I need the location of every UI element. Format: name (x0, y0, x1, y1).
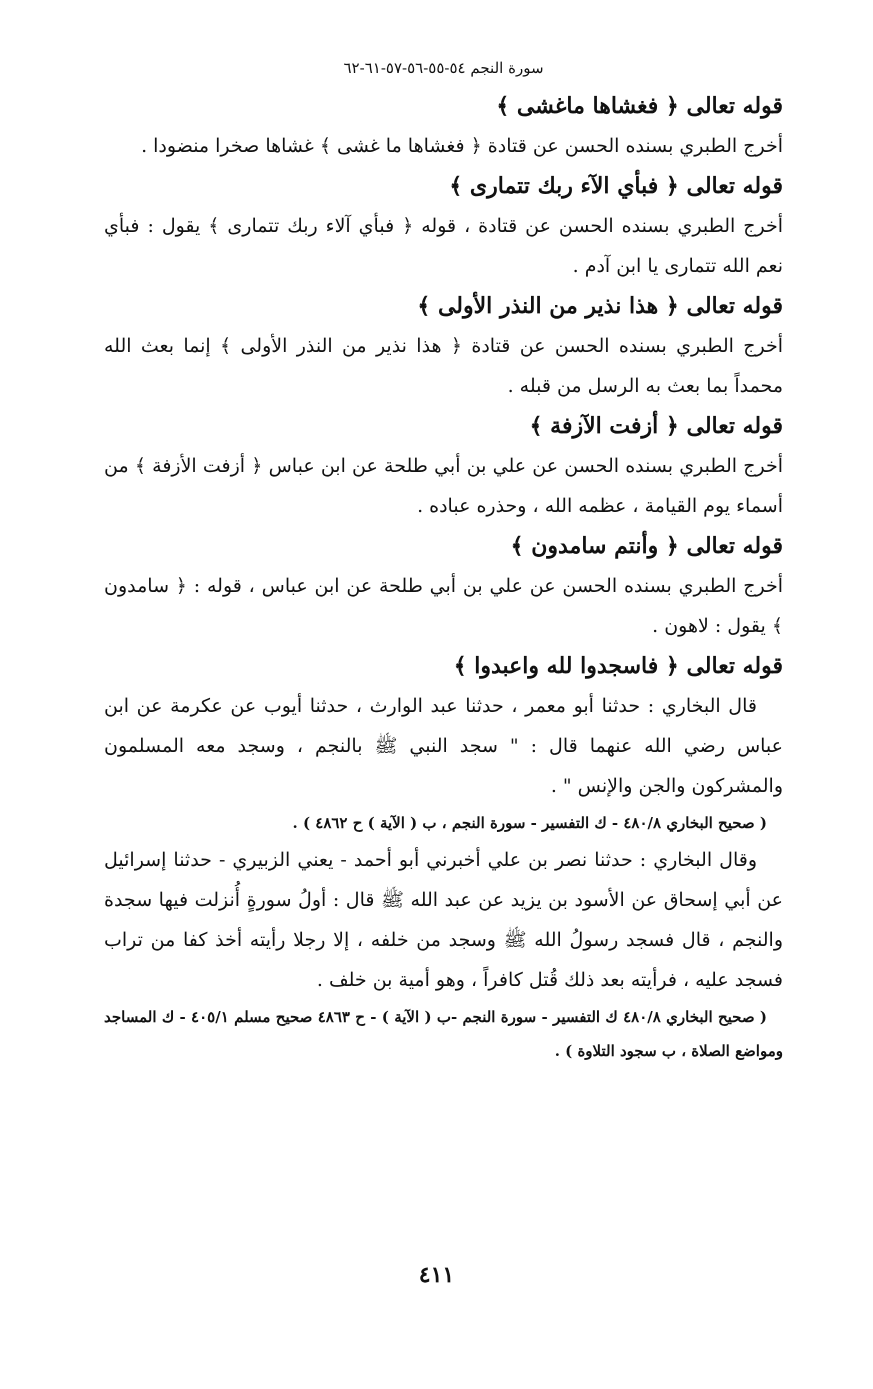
section-paragraph: أخرج الطبري بسنده الحسن عن قتادة ﴿ فغشاها ما غشى ﴾ غشاها صخرا منضودا . (141, 135, 783, 157)
section-heading: قوله تعالى ﴿ أزفت الآزفة ﴾ (529, 413, 783, 439)
source-reference: ( صحيح البخاري ٤٨٠/٨ - ك التفسير - سورة النجم ، ب ( الآية ) ح ٤٨٦٢ ) . (292, 814, 767, 832)
section-heading: قوله تعالى ﴿ فغشاها ماغشى ﴾ (496, 93, 783, 119)
source-reference: ( صحيح البخاري ٤٨٠/٨ ك التفسير - سورة النجم -ب ( الآية ) - ح ٤٨٦٣ صحيح مسلم ٤٠٥/١ - ك المساجد ومواضع الصلاة ، ب سجود التلاوة ) . (104, 1008, 783, 1060)
section-heading: قوله تعالى ﴿ هذا نذير من النذر الأولى ﴾ (417, 293, 783, 319)
section-fasjudu (104, 646, 783, 1068)
section-paragraph: أخرج الطبري بسنده الحسن عن علي بن أبي طلحة عن ابن عباس ﴿ أزفت الأزفة ﴾ من أسماء يوم القيامة ، عظمه الله ، وحذره عباده . (104, 455, 783, 517)
section-paragraph: أخرج الطبري بسنده الحسن عن قتادة ﴿ هذا نذير من النذر الأولى ﴾ إنما بعث الله محمداً بما بعث به الرسل من قبله . (104, 335, 783, 397)
section-paragraph: وقال البخاري : حدثنا نصر بن علي أخبرني أبو أحمد - يعني الزبيري - حدثنا إسرائيل عن أبي إسحاق عن الأسود بن يزيد عن عبد الله ﷺ قال : أولُ سورةٍ أُنزلت فيها سجدة والنجم ، قال فسجد رسولُ الله ﷺ وسجد من خلفه ، إلا رجلا رأيته أخذ كفا من تراب فسجد عليه ، فرأيته بعد ذلك قُتل كافراً ، وهو أمية بن خلف . (104, 849, 783, 991)
section-heading: قوله تعالى ﴿ وأنتم سامدون ﴾ (510, 533, 783, 559)
section-paragraph: أخرج الطبري بسنده الحسن عن علي بن أبي طلحة عن ابن عباس ، قوله : ﴿ سامدون ﴾ يقول : لاهون . (104, 575, 783, 637)
section-hadha-nadhir (104, 286, 783, 406)
section-fabiayy (104, 166, 783, 286)
section-azifat (104, 406, 783, 526)
running-header: سورة النجم ٥٤-٥٥-٥٦-٥٧-٦١-٦٢ (343, 59, 544, 77)
section-ghashaha (104, 86, 783, 166)
section-heading: قوله تعالى ﴿ فبأي الآء ربك تتمارى ﴾ (449, 173, 783, 199)
page-body (104, 58, 783, 1068)
page-number: ٤١١ (418, 1262, 455, 1288)
section-paragraph: قال البخاري : حدثنا أبو معمر ، حدثنا عبد الوارث ، حدثنا أيوب عن عكرمة عن ابن عباس رضي الله عنهما قال : " سجد النبي ﷺ بالنجم ، وسجد معه المسلمون والمشركون والجن والإنس " . (104, 695, 783, 797)
section-paragraph: أخرج الطبري بسنده الحسن عن قتادة ، قوله ﴿ فبأي آلاء ربك تتمارى ﴾ يقول : فبأي نعم الله تتمارى يا ابن آدم . (104, 215, 783, 277)
section-samidun (104, 526, 783, 646)
section-heading: قوله تعالى ﴿ فاسجدوا لله واعبدوا ﴾ (453, 653, 783, 679)
